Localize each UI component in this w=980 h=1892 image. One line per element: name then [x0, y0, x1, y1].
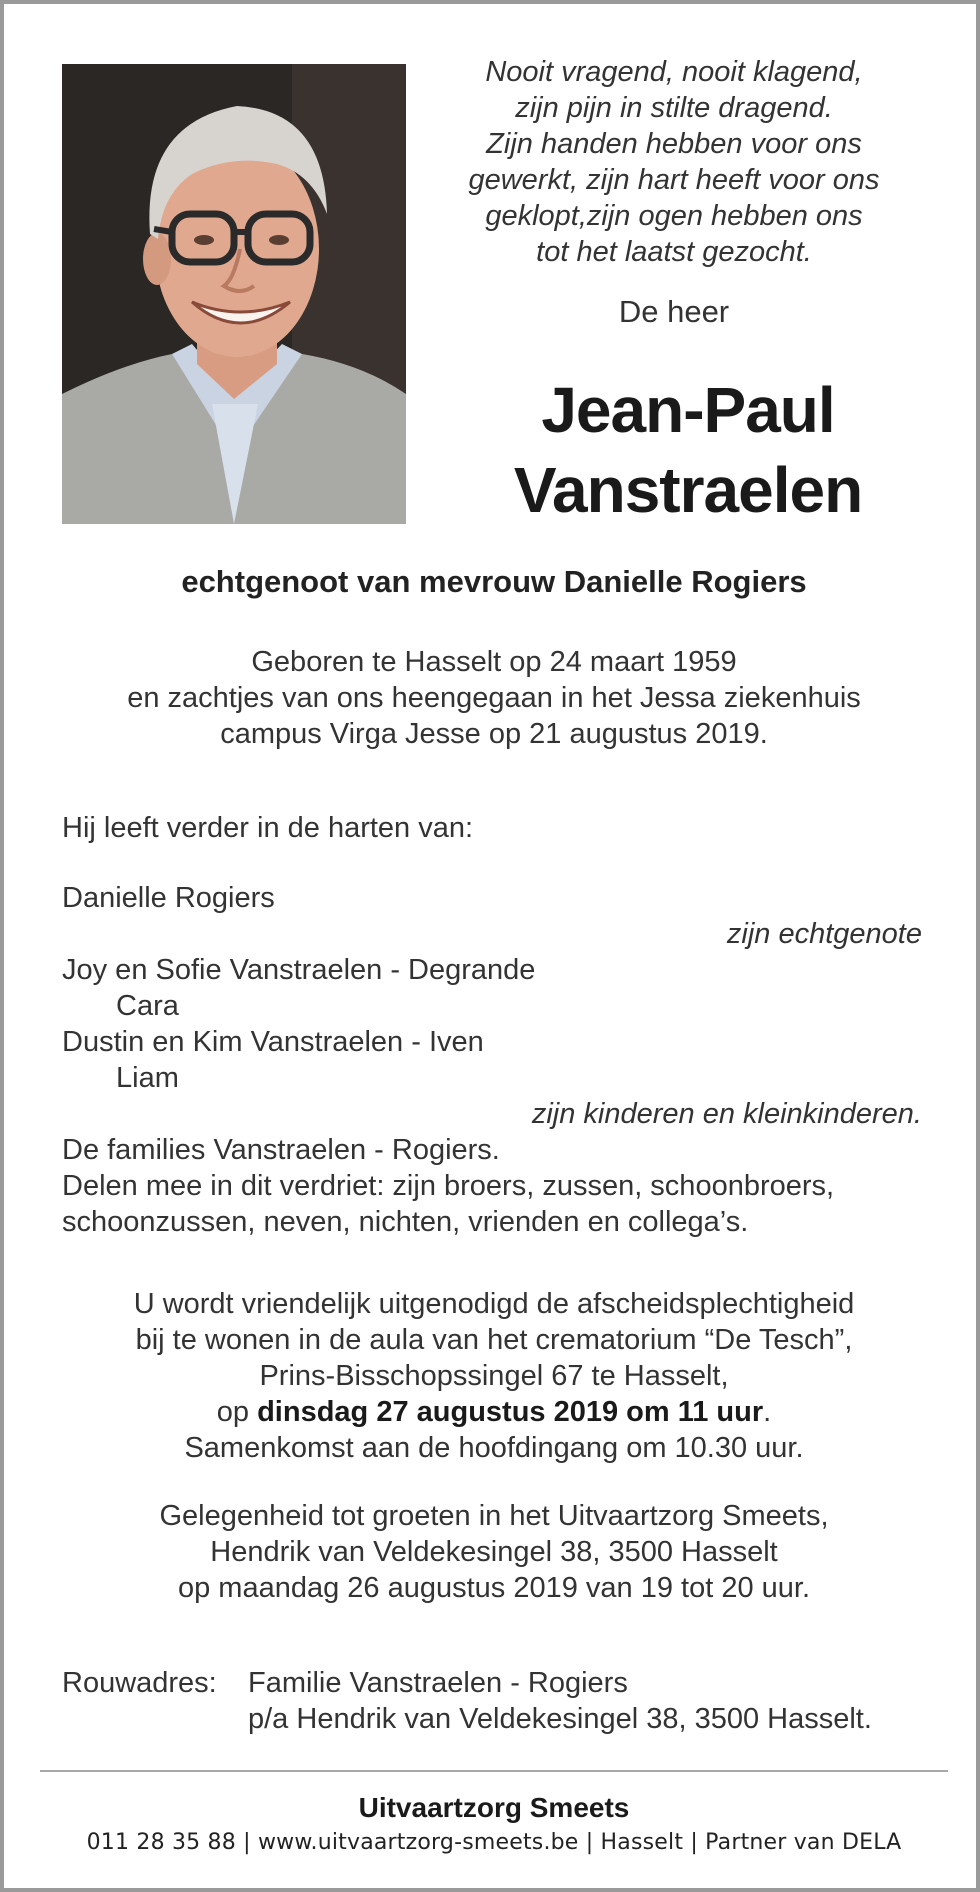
- spouse-role: zijn echtgenote: [726, 918, 922, 950]
- birth-line: en zachtjes van ons heengegaan in het Jessa ziekenhuis: [127, 682, 861, 714]
- birth-line: Geboren te Hasselt op 24 maart 1959: [251, 646, 737, 678]
- ceremony-line: Prins-Bisschopssingel 67 te Hasselt,: [259, 1360, 729, 1392]
- visitation-line: Hendrik van Veldekesingel 38, 3500 Hasselt: [210, 1536, 778, 1568]
- ceremony-date-prefix: op: [216, 1396, 258, 1428]
- birth-line: campus Virga Jesse op 21 augustus 2019.: [220, 718, 768, 750]
- birth-death-info: [4, 644, 980, 752]
- family-spouse: Danielle Rogiers: [62, 882, 275, 914]
- memorial-poem: [444, 54, 904, 270]
- share-line: Delen mee in dit verdriet: zijn broers, zussen, schoonbroers,: [62, 1170, 835, 1202]
- share-line: schoonzussen, neven, nichten, vrienden en collega’s.: [62, 1206, 749, 1238]
- poem-line: zijn pijn in stilte dragend.: [515, 92, 833, 124]
- footer-divider: [40, 1770, 948, 1772]
- poem-line: Nooit vragend, nooit klagend,: [485, 56, 863, 88]
- visitation-line: op maandag 26 augustus 2019 van 19 tot 20 uur.: [177, 1572, 811, 1604]
- ceremony-date: dinsdag 27 augustus 2019 om 11 uur: [257, 1396, 764, 1428]
- ceremony-date-suffix: .: [763, 1396, 772, 1428]
- families-line: De families Vanstraelen - Rogiers.: [62, 1134, 500, 1166]
- ceremony-line: Samenkomst aan de hoofdingang om 10.30 uur.: [184, 1432, 804, 1464]
- ceremony-line: U wordt vriendelijk uitgenodigd de afscheidsplechtigheid: [133, 1288, 855, 1320]
- visitation-line: Gelegenheid tot groeten in het Uitvaartzorg Smeets,: [159, 1500, 829, 1532]
- first-name: Jean-Paul: [541, 374, 835, 446]
- poem-line: Zijn handen hebben voor ons: [486, 128, 862, 160]
- portrait-photo: [62, 64, 406, 524]
- poem-line: geklopt,zijn ogen hebben ons: [485, 200, 863, 232]
- salutation: De heer: [618, 294, 730, 329]
- address-line: p/a Hendrik van Veldekesingel 38, 3500 Hasselt.: [248, 1703, 872, 1735]
- deceased-name: [444, 370, 932, 530]
- visitation-info: [4, 1498, 980, 1606]
- ceremony-date-line: [4, 1394, 980, 1430]
- family-section: [62, 810, 922, 1240]
- spouse-line: echtgenoot van mevrouw Danielle Rogiers: [181, 564, 807, 599]
- last-name: Vanstraelen: [513, 454, 863, 526]
- family-child: Dustin en Kim Vanstraelen - Iven: [62, 1026, 484, 1058]
- ceremony-info: [4, 1286, 980, 1466]
- poem-line: gewerkt, zijn hart heeft voor ons: [468, 164, 880, 196]
- ceremony-line: bij te wonen in de aula van het crematorium “De Tesch”,: [135, 1324, 853, 1356]
- family-intro: Hij leeft verder in de harten van:: [62, 812, 474, 844]
- family-grandchild: Cara: [116, 990, 179, 1022]
- address-line: Familie Vanstraelen - Rogiers: [248, 1667, 628, 1699]
- mourning-address: [62, 1665, 932, 1737]
- address-label: Rouwadres:: [62, 1667, 217, 1699]
- poem-line: tot het laatst gezocht.: [536, 236, 812, 268]
- funeral-home-contact: 011 28 35 88 | www.uitvaartzorg-smeets.be | Hasselt | Partner van DELA: [86, 1830, 902, 1855]
- funeral-home-name: Uitvaartzorg Smeets: [358, 1792, 630, 1823]
- children-role: zijn kinderen en kleinkinderen.: [531, 1098, 922, 1130]
- family-child: Joy en Sofie Vanstraelen - Degrande: [62, 954, 536, 986]
- family-grandchild: Liam: [116, 1062, 179, 1094]
